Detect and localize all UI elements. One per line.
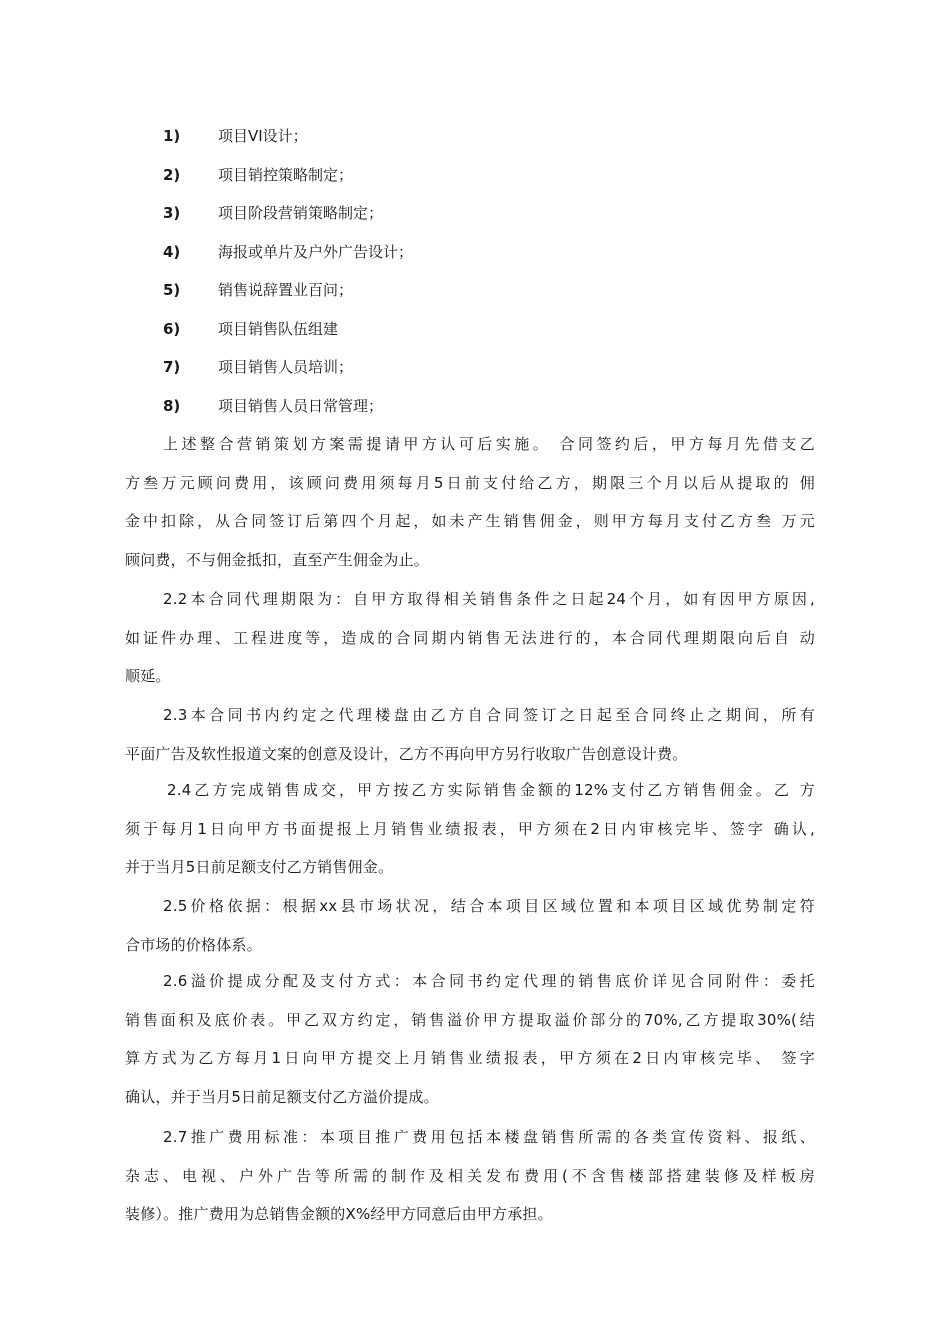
list-item <box>0 310 950 349</box>
list-item-number: 7) <box>163 358 181 376</box>
list-item-text: 项目销售人员日常管理； <box>218 396 384 415</box>
list-item-text: 项目销控策略制定； <box>218 165 354 184</box>
paragraph-consulting-fee <box>125 425 815 579</box>
list-item <box>0 156 950 195</box>
paragraph-line: 上述整合营销策划方案需提请甲方认可后实施。 合同签约后，甲方每月先借支乙 <box>163 435 815 453</box>
list-item-text: 项目阶段营销策略制定； <box>218 204 384 222</box>
list-item <box>0 117 950 156</box>
list-item-text: 海报或单片及户外广告设计； <box>218 242 414 261</box>
list-item-number: 1) <box>163 127 181 145</box>
paragraph-line: 方叁万元顾问费用，该顾问费用须每月5日前支付给乙方，期限三个月以后从提取的 佣 <box>125 473 815 492</box>
list-item-number: 3) <box>163 204 181 222</box>
paragraph-line: 算方式为乙方每月1日向甲方提交上月销售业绩报表，甲方须在2日内审核完毕、 签字 <box>125 1049 815 1067</box>
list-item <box>0 348 950 387</box>
paragraph-line: 2.5价格依据：根据xx县市场状况，结合本项目区域位置和本项目区域优势制定符 <box>163 897 815 915</box>
paragraph-line: 如证件办理、工程进度等，造成的合同期内销售无法进行的，本合同代理期限向后自 动 <box>125 628 815 647</box>
paragraph-line: 合市场的价格体系。 <box>125 935 262 954</box>
list-item-text: 项目销售队伍组建 <box>218 319 339 338</box>
list-item-number: 5) <box>163 281 181 299</box>
clause-2-6 <box>125 962 815 1116</box>
list-item-text: 项目VI设计； <box>218 127 308 145</box>
paragraph-line: 2.2本合同代理期限为：自甲方取得相关销售条件之日起24个月，如有因甲方原因, <box>163 590 815 608</box>
service-list <box>0 117 950 425</box>
paragraph-line: 装修）。推广费用为总销售金额的X%经甲方同意后由甲方承担。 <box>125 1205 553 1223</box>
clause-2-7 <box>125 1118 815 1234</box>
paragraph-line: 2.6溢价提成分配及支付方式：本合同书约定代理的销售底价详见合同附件：委托 <box>163 972 815 990</box>
clause-2-4 <box>125 771 815 887</box>
list-item-text: 项目销售人员培训； <box>218 358 354 376</box>
paragraph-line: 2.3本合同书内约定之代理楼盘由乙方自合同签订之日起至合同终止之期间，所有 <box>163 706 815 724</box>
list-item <box>0 387 950 426</box>
paragraph-line: 杂志、电视、户外广告等所需的制作及相关发布费用(不含售楼部搭建装修及样板房 <box>125 1166 815 1185</box>
list-item-number: 6) <box>163 319 181 338</box>
list-item-text: 销售说辞置业百问； <box>218 281 354 299</box>
list-item-number: 2) <box>163 165 181 184</box>
paragraph-line: 金中扣除，从合同签订后第四个月起，如未产生销售佣金，则甲方每月支付乙方叁 万元 <box>125 512 815 530</box>
paragraph-line: 销售面积及底价表。甲乙双方约定，销售溢价甲方提取溢价部分的70%,乙方提取30%(结 <box>125 1010 815 1029</box>
paragraph-line: 顾问费，不与佣金抵扣，直至产生佣金为止。 <box>125 550 430 569</box>
clause-2-5 <box>125 887 815 964</box>
list-item-number: 8) <box>163 396 181 415</box>
paragraph-line: 并于当月5日前足额支付乙方销售佣金。 <box>125 858 394 876</box>
list-item <box>0 271 950 310</box>
list-item <box>0 194 950 233</box>
paragraph-line: 须于每月1日向甲方书面提报上月销售业绩报表，甲方须在2日内审核完毕、签字 确认, <box>125 819 815 838</box>
paragraph-line: 确认，并于当月5日前足额支付乙方溢价提成。 <box>125 1087 439 1106</box>
paragraph-line: 平面广告及软性报道文案的创意及设计，乙方不再向甲方另行收取广告创意设计费。 <box>125 744 688 763</box>
paragraph-line: 2.4乙方完成销售成交，甲方按乙方实际销售金额的12%支付乙方销售佣金。乙 方 <box>167 781 815 799</box>
clause-2-2 <box>125 580 815 696</box>
clause-2-3 <box>125 696 815 773</box>
list-item <box>0 233 950 272</box>
list-item-number: 4) <box>163 242 181 261</box>
paragraph-line: 顺延。 <box>125 667 171 685</box>
paragraph-line: 2.7推广费用标准：本项目推广费用包括本楼盘销售所需的各类宣传资料、报纸、 <box>163 1128 815 1146</box>
